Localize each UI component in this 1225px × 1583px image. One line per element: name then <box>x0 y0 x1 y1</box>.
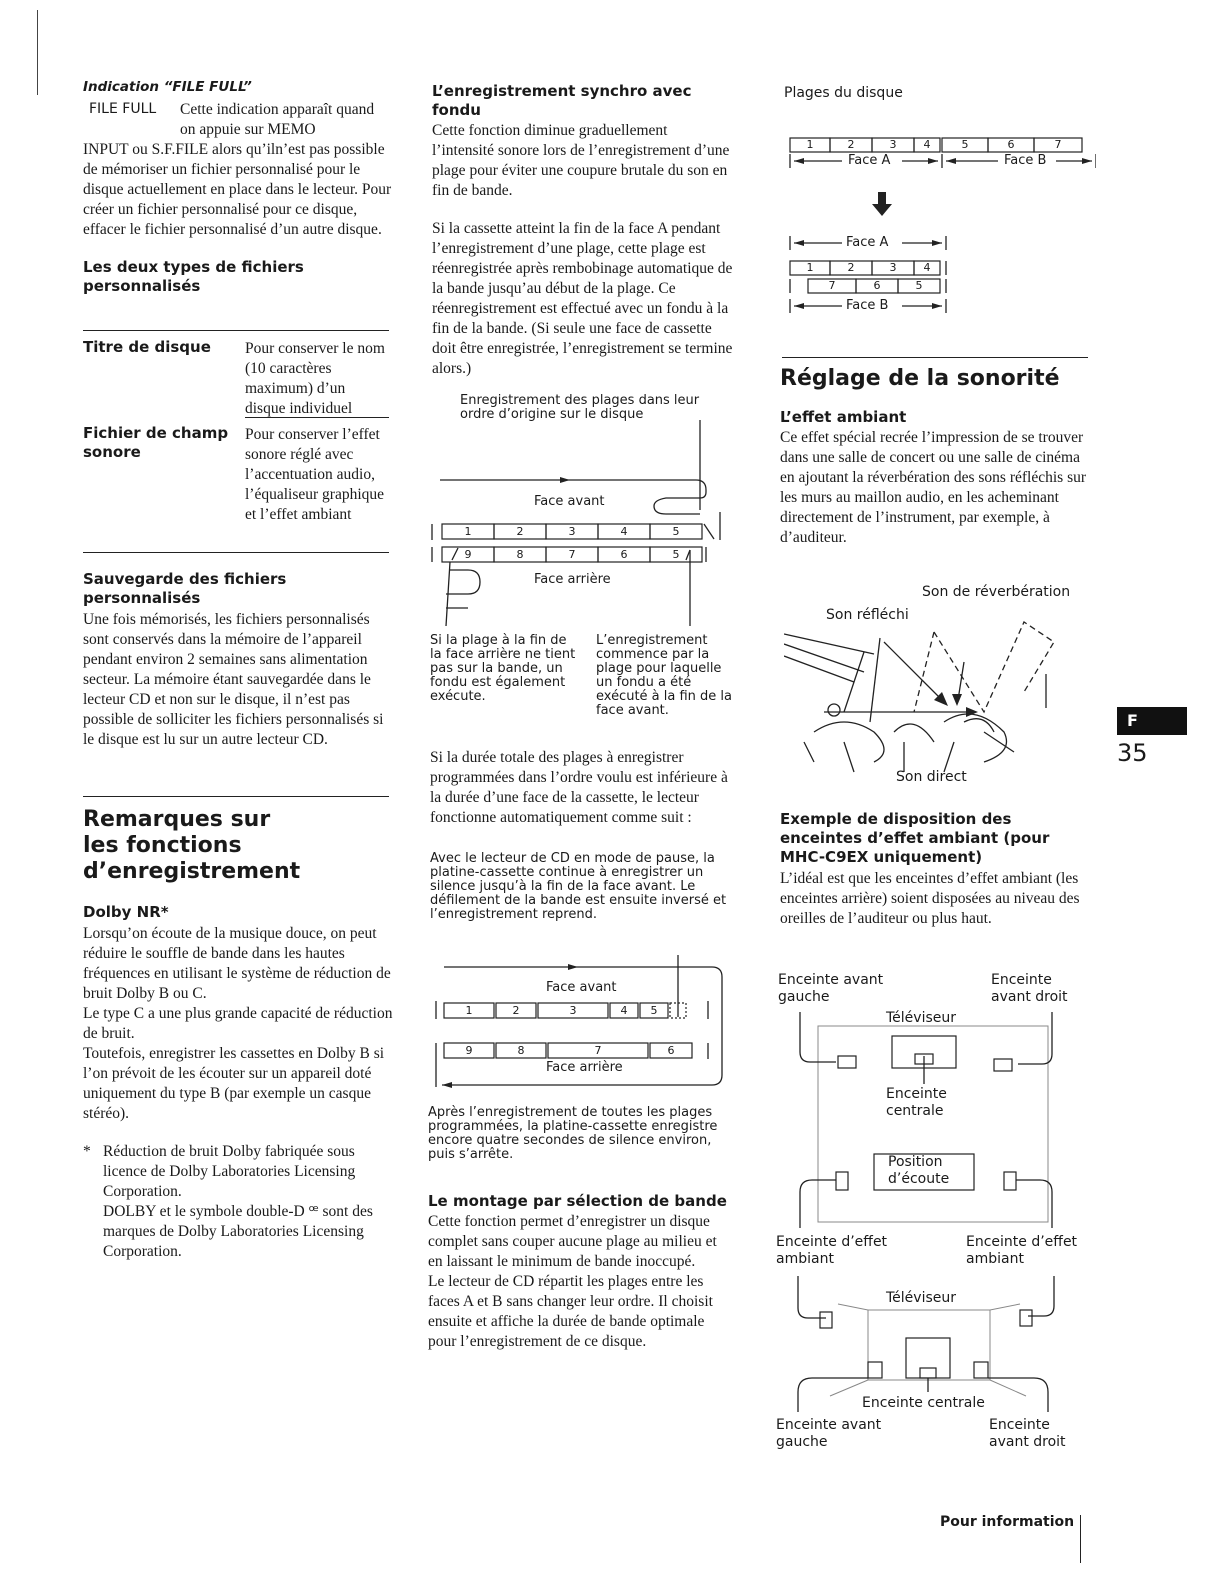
face-a-label: Face A <box>848 153 891 168</box>
all-tracks <box>786 138 1096 152</box>
save-heading: Sauvegarde des fichiers personnalisés <box>83 570 287 607</box>
face-b-tracks <box>786 279 956 293</box>
track-number: 3 <box>568 525 576 538</box>
track-number: 1 <box>806 138 814 151</box>
types-heading: Les deux types de fichiers personnalisés <box>83 258 304 295</box>
table-term: Titre de disque <box>83 338 211 356</box>
footnote <box>83 1142 393 1262</box>
sync-heading: L’enregistrement synchro avec fondu <box>432 82 692 119</box>
listen-position-label: Position d’écoute <box>888 1154 950 1187</box>
column-right <box>780 366 1090 548</box>
layout-text: L’idéal est que les enceintes d’effet ambiant (les enceintes arrière) soient disposées au niveau des oreilles de l’auditeur ou plus haut. <box>780 870 1080 927</box>
track-number: 2 <box>516 525 524 538</box>
footer-label: Pour information <box>940 1514 1075 1530</box>
track-number: 5 <box>672 525 680 538</box>
track-number: 4 <box>923 261 931 274</box>
track-number: 2 <box>847 138 855 151</box>
tracks-label: Plages du disque <box>784 85 903 101</box>
reverb-label: Son de réverbération <box>922 584 1071 600</box>
track-number: 6 <box>873 279 881 292</box>
fade-diagram <box>428 390 738 730</box>
table-desc: Pour conserver l’effet sonore réglé avec l’accentuation audio, l’équaliseur graphique et l’effet ambiant <box>245 426 385 523</box>
track-number: 2 <box>512 1004 520 1017</box>
tv2-label: Téléviseur <box>886 1290 956 1306</box>
pause-diagram <box>432 955 732 1090</box>
table-term: Fichier de champ sonore <box>83 424 229 461</box>
file-full-heading: Indication “FILE FULL” <box>83 79 252 95</box>
track-number: 7 <box>568 548 576 561</box>
direct-label: Son direct <box>896 769 967 785</box>
column-middle-bottom <box>428 1106 740 1352</box>
file-full-text1: Cette indication apparaît quand on appuie sur MEMO <box>180 101 375 138</box>
table-rule-bottom <box>83 552 389 553</box>
pause-text: Avec le lecteur de CD en mode de pause, la platine-cassette continue à enregistrer un silence jusqu’à la fin de la face avant. Le défilement de la bande est ensuite inversé et l’enregistrement reprend. <box>430 851 727 922</box>
track-number: 8 <box>516 548 524 561</box>
track-number: 6 <box>667 1044 675 1057</box>
layout-heading: Exemple de disposition des enceintes d’effet ambiant (pour MHC-C9EX uniquement) <box>780 810 1050 866</box>
montage-text2: Le lecteur de CD répartit les plages entre les faces A et B sans changer leur ordre. Il choisit ensuite et affiche la durée de bande optimale pour l’enregistrement de ce disque. <box>428 1273 713 1350</box>
caption-right: L’enregistrement commence par la plage pour laquelle un fondu a été exécuté à la fin de la face avant. <box>596 633 733 718</box>
surround-left-label: Enceinte d’effet ambiant <box>776 1234 888 1267</box>
caption-left: Si la plage à la fin de la face arrière ne tient pas sur la bande, un fondu est également exécute. <box>430 633 576 704</box>
track-number: 3 <box>889 261 897 274</box>
sync-text1: Cette fonction diminue graduellement l’intensité sonore lors de l’enregistrement d’une plage pour éviter une coupure brutale du son en fin de bande. <box>432 122 730 199</box>
bottom-tracks <box>442 548 702 562</box>
center2-label: Enceinte centrale <box>862 1395 985 1411</box>
face-b-label: Face B <box>1004 153 1047 168</box>
speaker-layout-top <box>778 970 1088 1235</box>
save-text: Une fois mémorisés, les fichiers personnalisés sont conservés dans la mémoire de l’appareil pendant environ 2 semaines sans alimentation secteur. La mémoire étant sauvegardée dans le lecteur CD et non sur le disque, il n’est pas possible de solliciter les fichiers personnalisés si le disque est lu sur un autre lecteur CD. <box>83 611 384 748</box>
ambient-heading: L’effet ambiant <box>780 408 907 426</box>
face-front-label: Face avant <box>546 980 617 995</box>
face-back-label: Face arrière <box>546 1060 623 1075</box>
table-desc: Pour conserver le nom (10 caractères maximum) d’un disque individuel <box>245 340 385 417</box>
face-a-tracks <box>786 261 956 275</box>
types-table <box>83 330 389 550</box>
track-number: 5 <box>961 138 969 151</box>
face-back-label: Face arrière <box>534 572 611 587</box>
ambient-text: Ce effet spécial recrée l’impression de se trouver dans une salle de concert ou une salle de cinéma en ajoutant la réverbération des sons réfléchis sur les murs au maillon audio, en les acheminant directement de l’instrument, par exemple, à d’auditeur. <box>780 429 1087 546</box>
dolby-text2: Le type C a une plus grande capacité de réduction de bruit. <box>83 1005 393 1042</box>
diagram-title: Enregistrement des plages dans leur ordre d’origine sur le disque <box>460 393 700 422</box>
table-row <box>83 330 389 417</box>
sync-text2: Si la cassette atteint la fin de la face A pendant l’enregistrement d’une plage, cette plage est réenregistrée après rembobinage automatique de la bande jusqu’au début de la plage. Ce réenregistrement est effectué avec un fondu à la fin de la bande. (Si seule une face de cassette doit être enregistrée, l’enregistrement se termine alors.) <box>432 220 733 377</box>
column-left <box>83 78 393 1262</box>
column-middle-lower <box>430 748 740 922</box>
track-number: 1 <box>464 525 472 538</box>
track-number: 1 <box>806 261 814 274</box>
concert-hall-illustration <box>784 582 1089 792</box>
front-left-label: Enceinte avant gauche <box>778 972 884 1005</box>
footnote-text1: Réduction de bruit Dolby fabriquée sous licence de Dolby Laboratories Licensing Corporation. <box>103 1143 356 1200</box>
track-number: 6 <box>1007 138 1015 151</box>
front-left2-label: Enceinte avant gauche <box>776 1417 882 1450</box>
duration-text: Si la durée totale des plages à enregistrer programmées dans l’ordre voulu est inférieure à la durée d’une face de la cassette, le lecteur fonctionne automatiquement comme suit : <box>430 749 728 826</box>
track-number: 7 <box>594 1044 602 1057</box>
top-tracks <box>442 525 702 539</box>
track-number: 4 <box>923 138 931 151</box>
after-text: Après l’enregistrement de toutes les plages programmées, la platine-cassette enregistre encore quatre secondes de silence environ, puis s’arrête. <box>428 1105 718 1162</box>
side-tab <box>1117 707 1187 769</box>
track-number: 9 <box>464 548 472 561</box>
speaker-layout-bottom <box>776 1232 1086 1457</box>
track-number: 5 <box>672 548 680 561</box>
page-number: 35 <box>1117 739 1148 767</box>
track-number: 8 <box>517 1044 525 1057</box>
track-number: 7 <box>828 279 836 292</box>
file-full-label: FILE FULL <box>89 101 157 117</box>
track-number: 4 <box>620 525 628 538</box>
fade-diagram-svg <box>428 390 738 640</box>
sound-heading: Réglage de la sonorité <box>780 366 1060 391</box>
track-number: 3 <box>569 1004 577 1017</box>
table-row <box>83 410 389 550</box>
reflect-label: Son réfléchi <box>826 607 909 623</box>
track-number: 5 <box>650 1004 658 1017</box>
track-number: 3 <box>889 138 897 151</box>
track-number: 7 <box>1054 138 1062 151</box>
dolby-text1: Lorsqu’on écoute de la musique douce, on peut réduire le souffle de bande dans les hautes fréquences en utilisant le système de réduction de bruit Dolby B ou C. <box>83 925 391 1002</box>
footnote-mark: * <box>83 1143 91 1160</box>
track-number: 1 <box>465 1004 473 1017</box>
dolby-text3: Toutefois, enregistrer les cassettes en Dolby B si l’on prévoit de les écouter sur un appareil doté uniquement du type B (par exemple un casque stéréo). <box>83 1045 385 1122</box>
pause-top-tracks <box>432 1004 732 1018</box>
front-right-label: Enceinte avant droit <box>991 972 1068 1005</box>
montage-text1: Cette fonction permet d’enregistrer un disque complet sans couper aucune plage au milieu et en laissant le minimum de bande inoccupé. <box>428 1213 717 1270</box>
front-right2-label: Enceinte avant droit <box>989 1417 1066 1450</box>
file-full-block <box>83 100 393 240</box>
face-front-label: Face avant <box>534 494 605 509</box>
montage-heading: Le montage par sélection de bande <box>428 1192 727 1210</box>
column-right-lower <box>780 810 1090 929</box>
section-divider <box>782 357 1088 358</box>
track-number: 5 <box>915 279 923 292</box>
section-divider <box>83 796 389 797</box>
dolby-heading: Dolby NR* <box>83 903 169 921</box>
pause-bottom-tracks <box>432 1044 732 1058</box>
section-letter-tab: F <box>1117 707 1187 735</box>
tape-split-diagram <box>786 134 1096 319</box>
footnote-text2: DOLBY et le symbole double-D ꟹ sont des marques de Dolby Laboratories Licensing Corporation. <box>103 1203 373 1260</box>
center-label: Enceinte centrale <box>886 1086 947 1119</box>
surround-right-label: Enceinte d’effet ambiant <box>966 1234 1078 1267</box>
track-number: 4 <box>620 1004 628 1017</box>
footer-vertical-rule <box>1080 1515 1081 1563</box>
hall-svg <box>784 582 1089 792</box>
track-number: 6 <box>620 548 628 561</box>
file-full-text2: INPUT ou S.F.FILE alors qu’iln’est pas possible de mémoriser un fichier personnalisé pour le disque actuellement en place dans le lecteur. Pour créer un fichier personnalisé pour ce disque, effacer le fichier personnalisé d’un autre disque. <box>83 141 392 238</box>
remarks-heading: Remarques sur les fonctions d’enregistrement <box>83 807 301 884</box>
track-number: 2 <box>847 261 855 274</box>
track-number: 9 <box>465 1044 473 1057</box>
column-middle <box>432 82 742 379</box>
face-b-label: Face B <box>846 298 889 313</box>
scan-edge-mark <box>37 10 38 95</box>
face-a-label: Face A <box>846 235 889 250</box>
tv-label: Téléviseur <box>886 1010 956 1026</box>
